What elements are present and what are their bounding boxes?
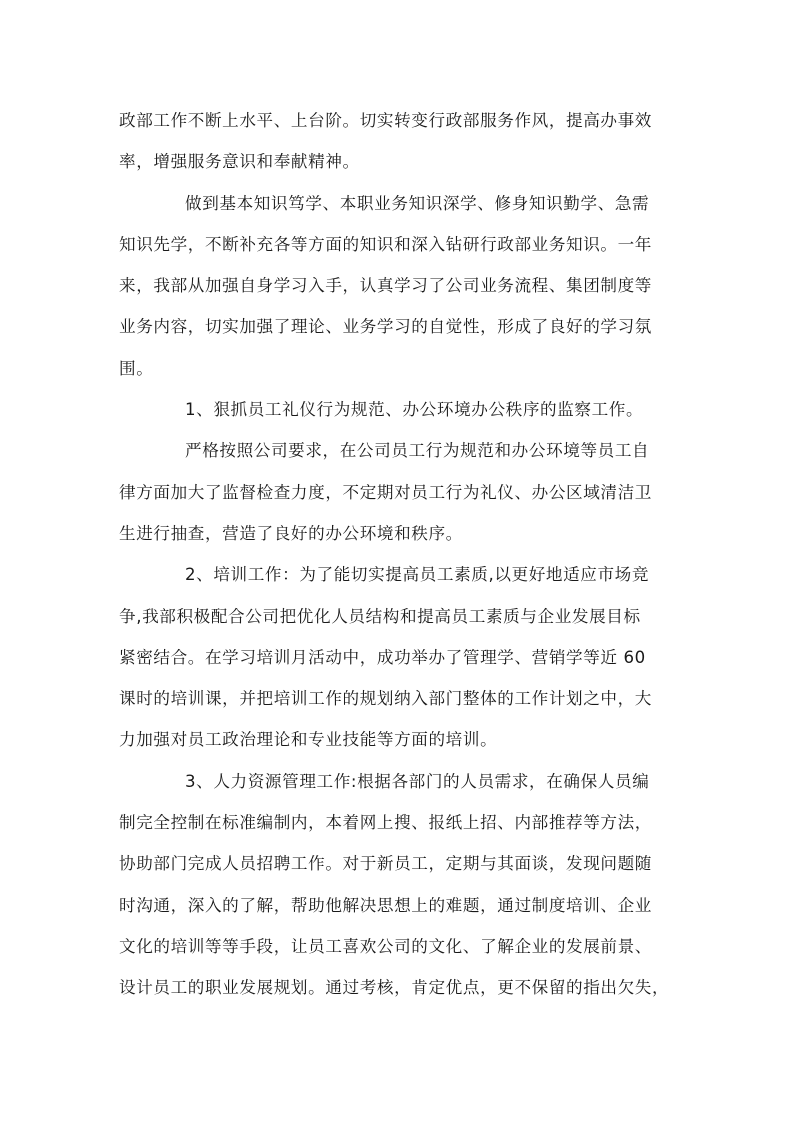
section-heading-3: 3、人力资源管理工作:根据各部门的人员需求，在确保人员编 — [185, 771, 650, 791]
text-line: 协助部门完成人员招聘工作。对于新员工，定期与其面谈，发现问题随 — [119, 854, 653, 874]
section-heading-2: 2、培训工作：为了能切实提高员工素质,以更好地适应市场竞 — [185, 565, 650, 585]
text-line: 时沟通，深入的了解，帮助他解决思想上的难题，通过制度培训、企业 — [119, 895, 653, 915]
text-line: 率，增强服务意识和奉献精神。 — [119, 152, 360, 172]
document-body — [119, 100, 679, 1009]
text-line: 紧密结合。在学习培训月活动中，成功举办了管理学、营销学等近 60 — [119, 647, 646, 667]
text-line: 围。 — [119, 358, 154, 378]
paragraph-start-line: 做到基本知识笃学、本职业务知识深学、修身知识勤学、急需 — [185, 193, 650, 213]
text-line: 力加强对员工政治理论和专业技能等方面的培训。 — [119, 730, 498, 750]
paragraph-start-line: 严格按照公司要求，在公司员工行为规范和办公环境等员工自 — [185, 441, 650, 461]
text-line: 课时的培训课，并把培训工作的规划纳入部门整体的工作计划之中，大 — [119, 689, 653, 709]
text-line: 争,我部积极配合公司把优化人员结构和提高员工素质与企业发展目标 — [119, 606, 641, 626]
text-line: 来，我部从加强自身学习入手，认真学习了公司业务流程、集团制度等 — [119, 276, 653, 296]
text-line: 设计员工的职业发展规划。通过考核，肯定优点，更不保留的指出欠失， — [119, 978, 670, 998]
text-line: 生进行抽查，营造了良好的办公环境和秩序。 — [119, 523, 463, 543]
text-line: 知识先学，不断补充各等方面的知识和深入钻研行政部业务知识。一年 — [119, 234, 653, 254]
text-line: 律方面加大了监督检查力度，不定期对员工行为礼仪、办公区域清洁卫 — [119, 482, 653, 502]
text-line: 政部工作不断上水平、上台阶。切实转变行政部服务作风，提高办事效 — [119, 111, 653, 130]
text-line: 文化的培训等等手段，让员工喜欢公司的文化、了解企业的发展前景、 — [119, 936, 653, 956]
text-line: 业务内容，切实加强了理论、业务学习的自觉性，形成了良好的学习氛 — [119, 317, 653, 337]
section-heading-1: 1、狠抓员工礼仪行为规范、办公环境办公秩序的监察工作。 — [185, 400, 644, 420]
text-line: 制完全控制在标准编制内，本着网上搜、报纸上招、内部推荐等方法， — [119, 813, 653, 833]
